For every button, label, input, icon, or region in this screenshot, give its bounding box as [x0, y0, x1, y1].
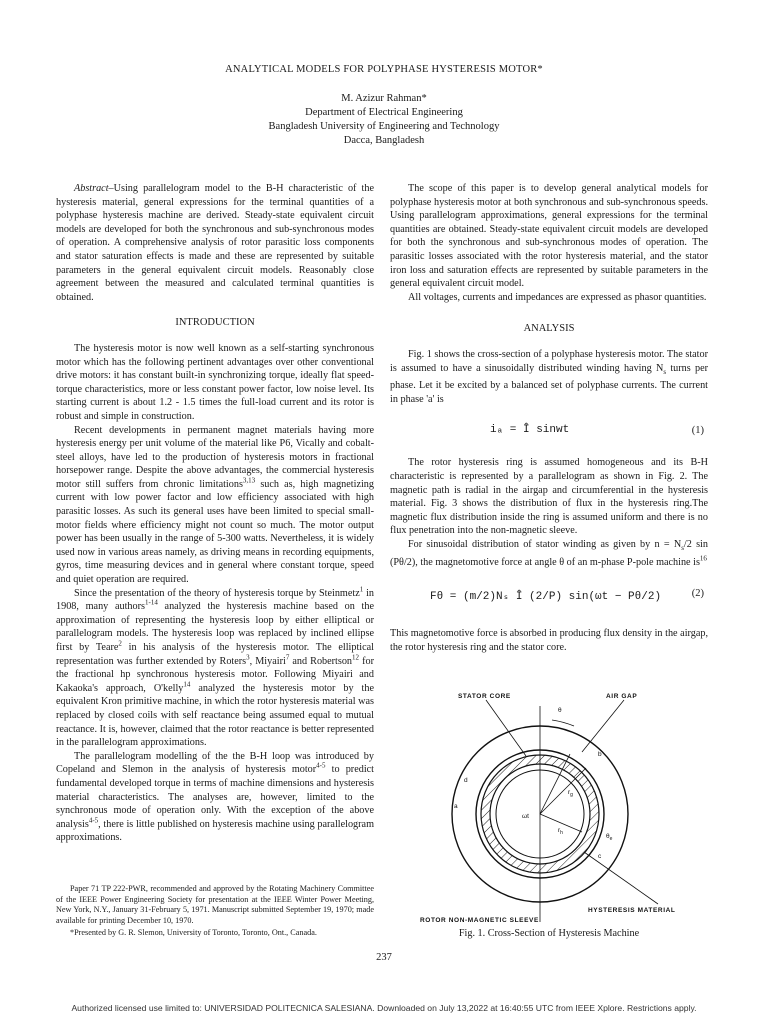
label-a: a — [454, 803, 458, 810]
citation: 14 — [183, 680, 191, 689]
intro-p3-text: for the fractional hp synchronous hysteresis motor. Following Miyairi and Kakaoka's approach, O'kelly — [56, 655, 374, 694]
equation-1-text: iₐ = Î sinwt — [490, 424, 570, 437]
intro-p4-text: , there is little published on hysteresis machine using parallelogram approximations. — [56, 818, 374, 844]
phasor-paragraph: All voltages, currents and impedances are expressed as phasor quantities. — [408, 291, 707, 303]
footnote-presenter — [56, 928, 374, 939]
intro-p3-text: analyzed the hysteresis machine based on the approximation of representing the hysteresis loop by either elliptical or parallelogram models. The hysteresis loop was replaced by inclined ellipse first by Teare — [56, 601, 374, 653]
intro-p3-text: Since the presentation of the theory of hysteresis torque by Steinmetz — [74, 587, 360, 599]
analysis-p1-text: Fig. 1 shows the cross-section of a polyphase hysteresis motor. The stator is assumed to have a sinusoidally distributed winding having N — [390, 348, 708, 374]
subscript: s — [681, 543, 684, 552]
theta-e-label: $\theta_e$ — [606, 833, 613, 842]
label-b: b — [598, 751, 602, 758]
left-column — [56, 182, 374, 845]
analysis-p1-text: turns per phase. Let it be excited by a balanced set of polyphase currents. The current in phase 'a' is — [390, 362, 708, 405]
equation-2-number: (2) — [691, 588, 704, 600]
intro-p2-text-b: such as, high magnetizing current with low power factor and low efficiency associated with high parasitic losses. As such its general uses have been limited to special small-motor fields where efficiency might not count so much. The motor output power has been usually in the range of 5-300 watts. Nevertheless, it is widely used now in various areas namely, as driving means in recording equipments, gyros, time measuring devices and in general where constant torque, speed and quiet operation are required. — [56, 478, 374, 586]
intro-paragraph-1 — [56, 342, 374, 424]
footnote-paper-info — [56, 884, 374, 926]
author-department: Department of Electrical Engineering — [305, 107, 463, 118]
theta-arc — [552, 720, 574, 726]
intro-p4-text: The parallelogram modelling of the the B-H loop was introduced by Copeland and Slemon in the analysis of hysteresis motor — [56, 750, 374, 776]
paper-title: ANALYTICAL MODELS FOR POLYPHASE HYSTERESIS MOTOR* — [225, 64, 543, 75]
equation-1 — [390, 418, 708, 444]
analysis-paragraph-2: The rotor hysteresis ring is assumed homogeneous and its B-H characteristic is represented by a parallelogram as shown in Fig. 2. The magnetic path is radial in the airgap and circumferential in the hysteresis material. Fig. 3 shows the distribution of flux in the hysteresis ring.The magnetic flux distribution inside the ring is assumed uniform and there is no flux penetration into the non-magnetic sleeve. — [390, 457, 708, 537]
citation: 4-5 — [88, 816, 99, 825]
hysteresis-pointer — [584, 852, 658, 904]
equation-1-number: (1) — [691, 425, 704, 437]
right-column — [390, 182, 708, 654]
page-number: 237 — [376, 952, 392, 963]
rotor-sleeve-label: ROTOR NON-MAGNETIC SLEEVE — [420, 917, 539, 924]
cross-section-diagram — [410, 686, 710, 926]
cross-section-figure — [410, 686, 710, 926]
analysis-paragraph-3 — [390, 538, 708, 569]
equation-2-text: Fθ = (m/2)Nₛ Î (2/P) sin(ωt − Pθ/2) — [430, 591, 662, 604]
intro-p3-text: analyzed the hysteresis motor by the equivalent Kron primitive machine, in which the rotor hysteresis material was replaced by closed coils with self reactance being assumed equal to mutual reactance. It is, however, claimed that the rotor reactance is better represented in the parallelogram approximations. — [56, 682, 374, 749]
author-name: M. Azizur Rahman* — [341, 93, 427, 104]
theta-label: θ — [558, 707, 562, 714]
citation: 12 — [352, 653, 360, 662]
scope-paragraph: The scope of this paper is to develop general analytical models for polyphase hysteresis motor at both synchronous and sub-synchronous speeds. Using parallelogram approximations, general expressions for the terminal quantities are obtained. Steady-state equivalent circuit models are developed for both the synchronous and sub-synchronous modes of operation. The parasitic losses associated with the rotor hysteresis material, and the stator iron loss and saturation effects are represented by suitable parameters in the general equivalent circuit model. — [390, 183, 708, 290]
label-d: d — [464, 777, 468, 784]
citation: 7 — [285, 653, 290, 662]
abstract-label: Abstract — [74, 183, 109, 194]
footnote-paper-info-text: Paper 71 TP 222-PWR, recommended and approved by the Rotating Machinery Committee of the IEEE Power Engineering Society for presentation at the IEEE Winter Power Meeting, New York, N.Y., January 31-February 5, 1971. Manuscript submitted September 19, 1970; made available for printing December 10, 1970. — [56, 884, 374, 925]
intro-p3-text: in his analysis of the hysteresis motor. The elliptical representation was further extended by Roters — [56, 642, 374, 667]
subscript: s — [663, 367, 667, 376]
intro-paragraph-3 — [56, 587, 374, 750]
citation: 2 — [118, 639, 122, 648]
citation: 16 — [699, 554, 707, 563]
omega-t-label: ωt — [522, 813, 529, 820]
introduction-heading: INTRODUCTION — [175, 317, 255, 329]
label-c: c — [598, 853, 602, 860]
rg-label: $r_g$ — [568, 789, 573, 798]
air-gap-label: AIR GAP — [606, 693, 638, 700]
figure-caption: Fig. 1. Cross-Section of Hysteresis Machine — [458, 928, 640, 939]
intro-p2-text-a: Recent developments in permanent magnet materials having more hysteresis energy per unit volume of the material like P6, Vically and cobalt-steel alloys, have led to the production of hysteresis motors in fractional horsepower range. Despite the above advantages, the commercial hysteresis motor still suffers from chronic limitations — [56, 424, 374, 490]
stator-core-label: STATOR CORE — [458, 693, 511, 700]
hysteresis-material-label: HYSTERESIS MATERIAL — [588, 907, 676, 914]
citation: 1-14 — [144, 598, 158, 607]
analysis-paragraph-4: This magnetomotive force is absorbed in producing flux density in the airgap, the rotor hysteresis ring and the stator core. — [390, 628, 708, 653]
citation: 3 — [246, 653, 250, 662]
abstract-text: –Using parallelogram model to the B-H characteristic of the hysteresis material, general expressions for the terminal quantities of a polyphase hysteresis machine are derived. Steady-state equivalent circuit models are developed for both the synchronous and sub-synchronous modes of operation. A comprehensive analysis of rotor parasitic loss components and stator saturation effects is made and these are represented by suitable parameters in the general equivalent circuit models. Reasonably close agreement between the measured and calculated terminal quantities is obtained. — [56, 183, 374, 303]
author-block — [0, 92, 768, 148]
analysis-paragraph-1 — [390, 348, 708, 406]
intro-p3-text: in 1908, many authors — [56, 587, 374, 613]
rh-label: $r_h$ — [558, 827, 563, 836]
analysis-p3-text: /2 sin (Pθ/2), the magnetomotive force at angle θ of an m-phase P-pole machine is — [390, 538, 708, 568]
air-gap-pointer — [582, 700, 624, 752]
citation: 3,13 — [242, 476, 256, 485]
footnote-presenter-text: *Presented by G. R. Slemon, University of Toronto, Toronto, Ont., Canada. — [70, 928, 317, 937]
author-university: Bangladesh University of Engineering and Technology — [268, 121, 500, 132]
abstract — [56, 182, 374, 304]
equation-2 — [390, 581, 708, 615]
download-note: Authorized licensed use limited to: UNIVERSIDAD POLITECNICA SALESIANA. Downloaded on July 13,2022 at 16:40:55 UTC from IEEE Xplore. Restrictions apply. — [71, 1003, 697, 1013]
intro-p4-text: to predict fundamental developed torque in terms of machine dimensions and hysteresis material characteristics. The analyses are, however, limited to the synchronous mode of operation only. With the exception of the above analysis — [56, 764, 374, 830]
intro-paragraph-2 — [56, 424, 374, 587]
citation: 4-5 — [316, 761, 326, 770]
intro-p3-text: , Miyairi — [249, 655, 286, 667]
intro-p3-text: and Robertson — [289, 655, 353, 667]
intro-paragraph-4 — [56, 750, 374, 845]
citation: 1 — [359, 585, 364, 594]
analysis-heading: ANALYSIS — [523, 323, 575, 335]
author-location: Dacca, Bangladesh — [343, 135, 425, 146]
intro-p1-text: The hysteresis motor is now well known as a self-starting synchronous motor which has the following pertinent advantages over other conventional drive motors: it has constant built-in synchronizing torque, ideally flat speed-torque characteristics, more or less constant power factor, low noise level. Its starting current is about 1.2 - 1.5 times the full-load current and its rotor is robust and simple in construction. — [56, 342, 374, 422]
analysis-p3-text: For sinusoidal distribution of stator winding as given by n = N — [408, 538, 682, 550]
